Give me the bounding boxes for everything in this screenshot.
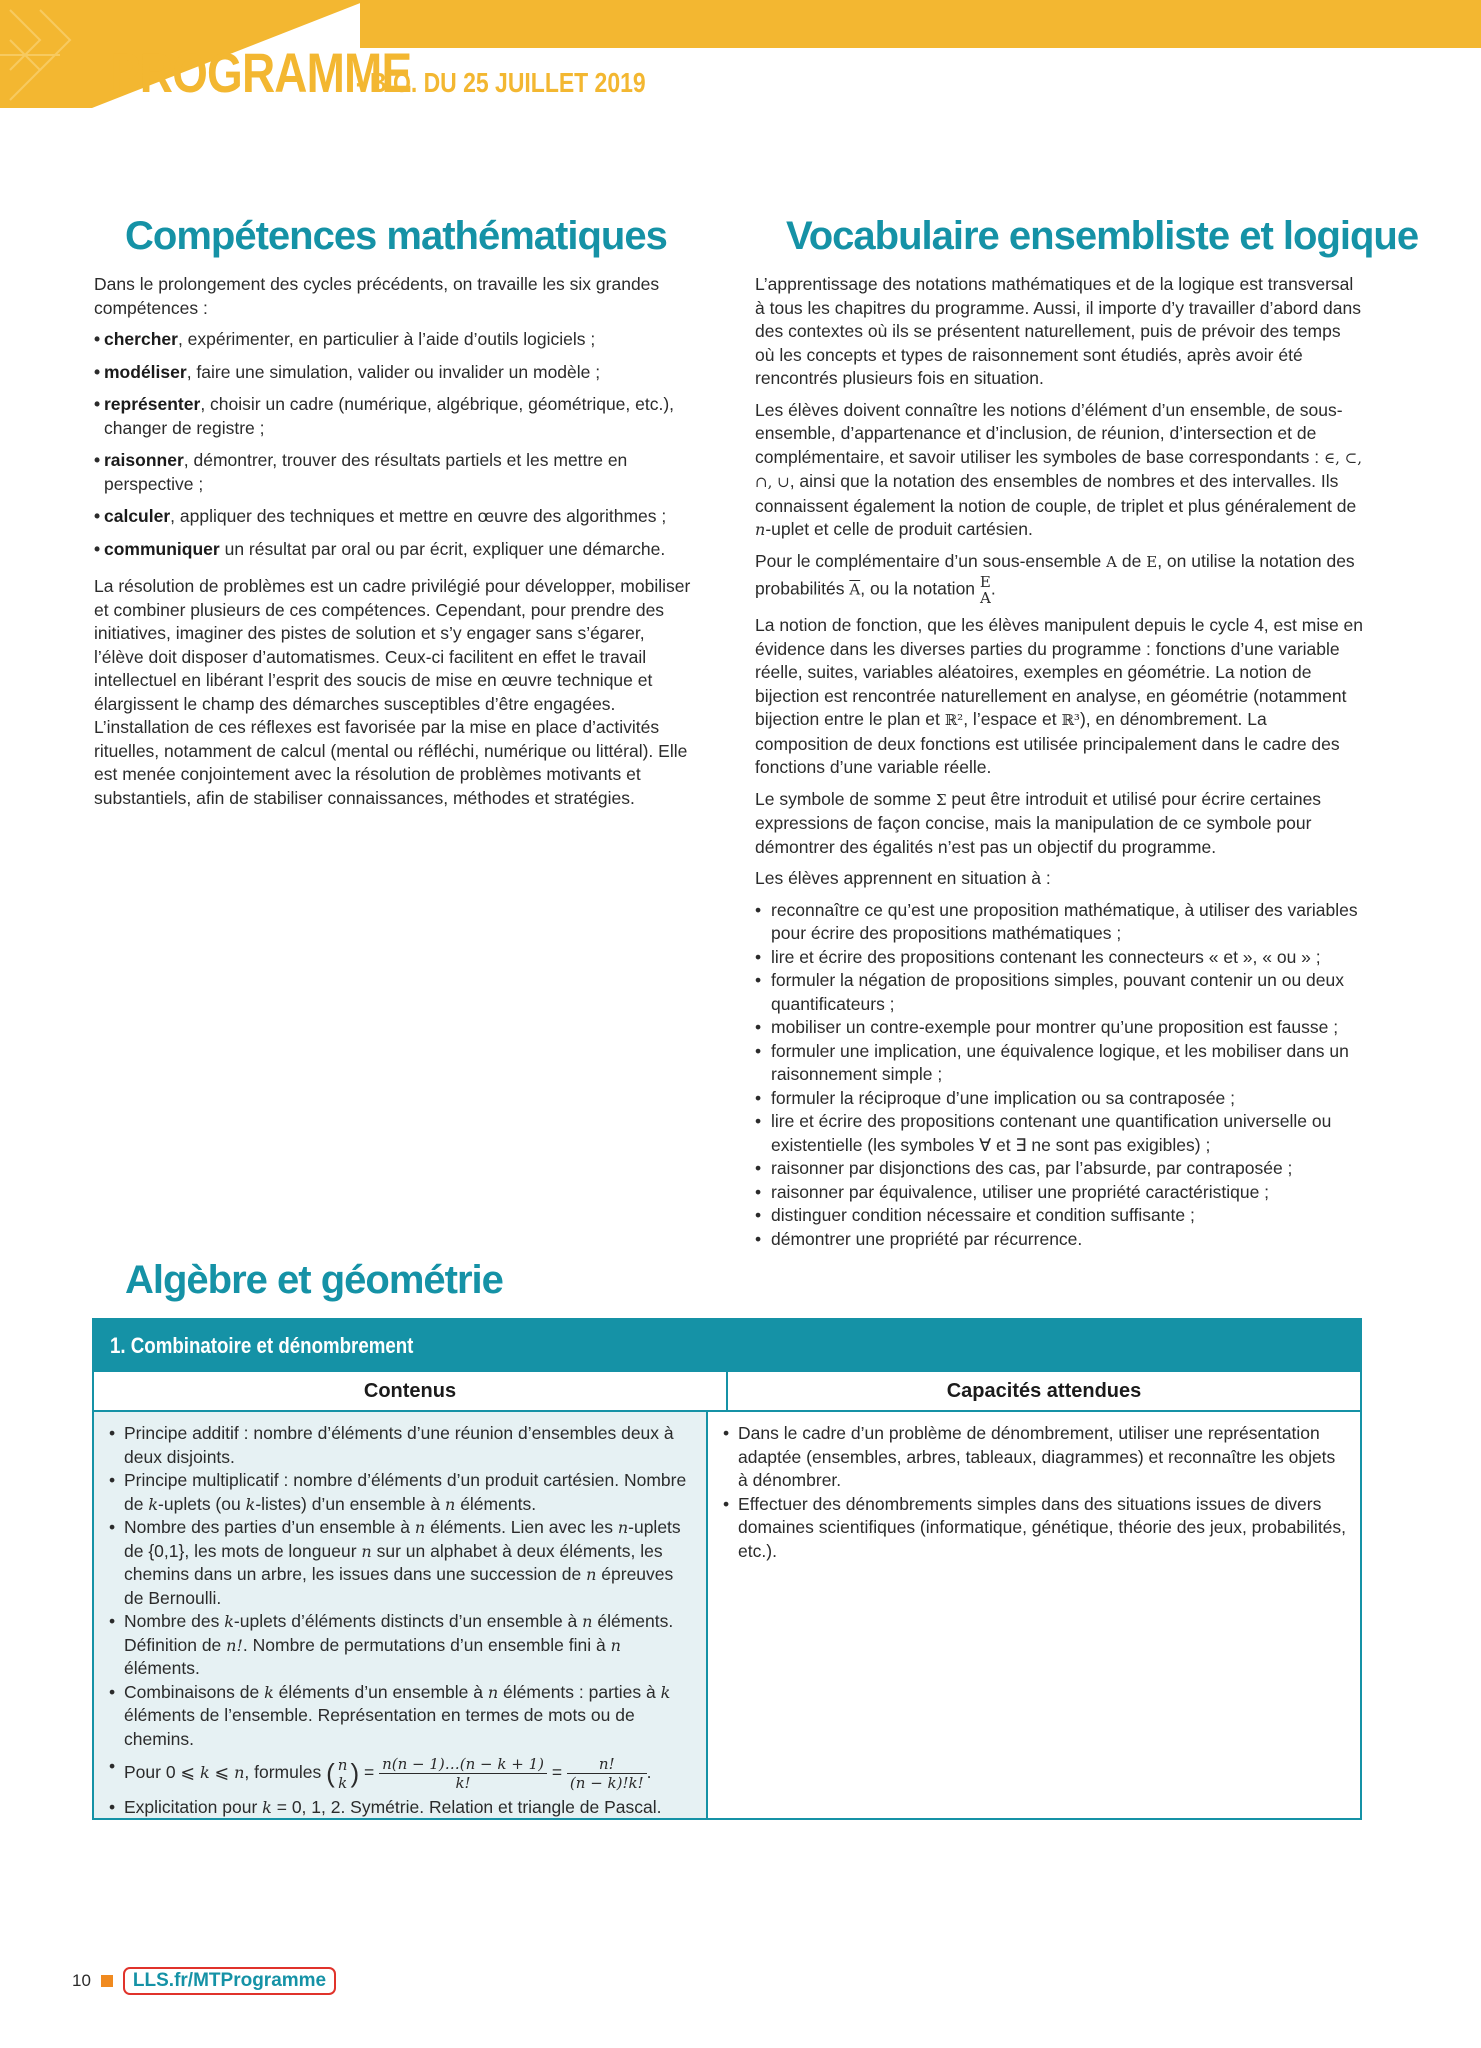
contenus-list: [106, 1422, 694, 1820]
program-title-main: PROGRAMME: [110, 41, 412, 104]
vocabulaire-p5: Le symbole de somme Σ peut être introduit et utilisé pour écrire certaines expressions de façon concise, mais la manipulation de ce symbole pour démontrer des égalités n’est pas un objectif du programme.: [755, 788, 1322, 857]
list-item: • Principe multiplicatif : nombre d’éléments d’un produit cartésien. Nombre de k-uplets (ou k-listes) d’un ensemble à n éléments.: [106, 1469, 694, 1516]
set-symbols: ∈, ⊂, ∩, ∪: [755, 448, 1363, 491]
competence-item: • modéliser, faire une simulation, valider ou invalider un modèle ;: [94, 361, 694, 385]
list-item: • Nombre des k-uplets d’éléments distincts d’un ensemble à n éléments. Définition de n!. Nombre de permutations d’un ensemble fini à n éléments.: [106, 1610, 694, 1681]
list-item: • formuler une implication, une équivalence logique, et les mobiliser dans un raisonnement simple ;: [755, 1040, 1363, 1087]
footer-link[interactable]: LLS.fr/MTProgramme: [123, 1967, 336, 1995]
list-item: • Dans le cadre d’un problème de dénombrement, utiliser une représentation adaptée (ensembles, arbres, tableaux, diagrammes) et reconnaître les objets à dénombrer.: [720, 1422, 1348, 1493]
list-item: • Explicitation pour k = 0, 1, 2. Symétrie. Relation et triangle de Pascal.: [106, 1796, 694, 1820]
list-item: • raisonner par disjonctions des cas, par l’absurde, par contraposée ;: [755, 1157, 1363, 1181]
combinatoire-table: [92, 1318, 1362, 1820]
section-title-competences: Compétences mathématiques: [125, 214, 667, 258]
competence-item: • représenter, choisir un cadre (numérique, algébrique, géométrique, etc.), changer de registre ;: [94, 393, 694, 440]
competence-item: • chercher, expérimenter, en particulier à l’aide d’outils logiciels ;: [94, 328, 694, 352]
vocabulaire-p3: Pour le complémentaire d’un sous-ensemble A de E, on utilise la notation des probabilités $\overline{A}$, ou la notation E A .: [755, 550, 1355, 607]
vocabulaire-p2: Les élèves doivent connaître les notions d’élément d’un ensemble, de sous-ensemble, d’appartenance et d’inclusion, de réunion, d’intersection et de complémentaire, et savoir utiliser les symboles de base correspondants : ∈, ⊂, ∩, ∪, ainsi que la notation des ensembles de nombres et des intervalles. Ils connaissent également la notion de couple, de triplet et plus généralement de n-uplet et celle de produit cartésien.: [755, 399, 1363, 539]
competences-paragraph: La résolution de problèmes est un cadre privilégié pour développer, mobiliser et combiner plusieurs de ces compétences. Cependant, pour prendre des initiatives, imaginer des pistes de solution et s’y engager sans s’égarer, l’élève doit disposer d’automatismes. Ceux-ci facilitent en effet le travail intellectuel en libérant l’esprit des soucis de mise en œuvre technique et élargissent le champ des démarches susceptibles d’être engagées. L’installation de ces réflexes est favorisée par la mise en place d’activités rituelles, notamment de calcul (mental ou réfléchi, numérique ou littéral). Elle est menée conjointement avec la résolution de problèmes motivants et substantiels, afin de stabiliser connaissances, méthodes et stratégies.: [94, 576, 691, 808]
complement-notation: $\overline{A}$: [849, 580, 861, 599]
competences-intro: Dans le prolongement des cycles précédents, on travaille les six grandes compétences :: [94, 274, 660, 318]
binomial-fraction-1: $\frac{n(n - 1)\dots(n - k + 1)}{k!}$: [379, 1755, 547, 1792]
vocabulaire-p4: La notion de fonction, que les élèves manipulent depuis le cycle 4, est mise en évidence dans les diverses parties du programme : fonctions d’une variable réelle, suites, variables aléatoires, exemples en géométrie. La notion de bijection est rencontrée naturellement en analyse, en géométrie (notamment bijection entre le plan et ℝ², l’espace et ℝ³), en dénombrement. La composition de deux fonctions est utilisée principalement dans le cadre des fonctions d’une variable réelle.: [755, 615, 1364, 777]
capacites-list: [720, 1422, 1348, 1563]
list-item: • démontrer une propriété par récurrence.: [755, 1228, 1363, 1252]
list-item: • Nombre des parties d’un ensemble à n éléments. Lien avec les n-uplets de {0,1}, les mots de longueur n sur un alphabet à deux éléments, les chemins dans un arbre, les issues dans une succession de n épreuves de Bernoulli.: [106, 1516, 694, 1610]
table-column-headers: [94, 1372, 1360, 1412]
table-body: [94, 1412, 1360, 1818]
table-heading: 1. Combinatoire et dénombrement: [94, 1320, 1360, 1372]
contenus-cell: [94, 1412, 708, 1818]
competences-column: [94, 273, 694, 818]
page-number: 10: [72, 1971, 91, 1990]
list-item: • Combinaisons de k éléments d’un ensemble à n éléments : parties à k éléments de l’ensemble. Représentation en termes de mots ou de chemins.: [106, 1681, 694, 1752]
section-title-algebre: Algèbre et géométrie: [125, 1258, 503, 1302]
capacites-cell: [708, 1412, 1360, 1818]
list-item: • raisonner par équivalence, utiliser une propriété caractéristique ;: [755, 1181, 1363, 1205]
list-item: • mobiliser un contre-exemple pour montrer qu’une proposition est fausse ;: [755, 1016, 1363, 1040]
logic-skills-list: [755, 899, 1363, 1252]
vocabulaire-p6: Les élèves apprennent en situation à :: [755, 868, 1051, 888]
complement-stack-notation: E A: [979, 573, 991, 607]
binomial-coefficient: n k: [337, 1755, 348, 1792]
page-footer: [72, 1966, 336, 1996]
list-item: • reconnaître ce qu’est une proposition mathématique, à utiliser des variables pour écrire des propositions mathématiques ;: [755, 899, 1363, 946]
section-title-vocabulaire: Vocabulaire ensembliste et logique: [786, 214, 1419, 258]
list-item: • Principe additif : nombre d’éléments d’une réunion d’ensembles deux à deux disjoints.: [106, 1422, 694, 1469]
vocabulaire-p1: L’apprentissage des notations mathématiques et de la logique est transversal à tous les chapitres du programme. Aussi, il importe d’y travailler d’abord dans des contextes où ils se présentent naturellement, puis de prévoir des temps où les concepts et types de raisonnement sont étudiés, après avoir été rencontrés plusieurs fois en situation.: [755, 274, 1361, 388]
competences-list: [94, 328, 694, 561]
column-header-contenus: Contenus: [94, 1372, 728, 1410]
competence-item: • calculer, appliquer des techniques et mettre en œuvre des algorithmes ;: [94, 505, 694, 529]
list-item: • Pour 0 ⩽ k ⩽ n, formules ( n k ) = $\frac{n(n - 1)\dots(n - k + 1)}{k!}$ = $\frac{n!}{(n - k)!k!}$ .: [106, 1755, 694, 1792]
list-item: • formuler la négation de propositions simples, pouvant contenir un ou deux quantificateurs ;: [755, 969, 1363, 1016]
list-item: • distinguer condition nécessaire et condition suffisante ;: [755, 1204, 1363, 1228]
competence-item: • raisonner, démontrer, trouver des résultats partiels et les mettre en perspective ;: [94, 449, 694, 496]
column-header-capacites: Capacités attendues: [946, 1380, 1142, 1402]
program-title: [110, 40, 709, 104]
list-item: • lire et écrire des propositions contenant les connecteurs « et », « ou » ;: [755, 946, 1363, 970]
competence-item: • communiquer un résultat par oral ou par écrit, expliquer une démarche.: [94, 538, 694, 562]
sum-symbol: Σ: [935, 790, 947, 809]
vocabulaire-column: [755, 273, 1363, 1259]
footer-square-icon: [101, 1975, 113, 1987]
binomial-fraction-2: $\frac{n!}{(n - k)!k!}$: [567, 1755, 647, 1792]
list-item: • Effectuer des dénombrements simples dans des situations issues de divers domaines scientifiques (informatique, génétique, théorie des jeux, probabilités, etc.).: [720, 1493, 1348, 1564]
list-item: • lire et écrire des propositions contenant une quantification universelle ou existentielle (les symboles ∀ et ∃ ne sont pas exigibles) ;: [755, 1110, 1363, 1157]
list-item: • formuler la réciproque d’une implication ou sa contraposée ;: [755, 1087, 1363, 1111]
program-title-subtitle: - B.O. DU 25 JUILLET 2019: [356, 67, 646, 98]
